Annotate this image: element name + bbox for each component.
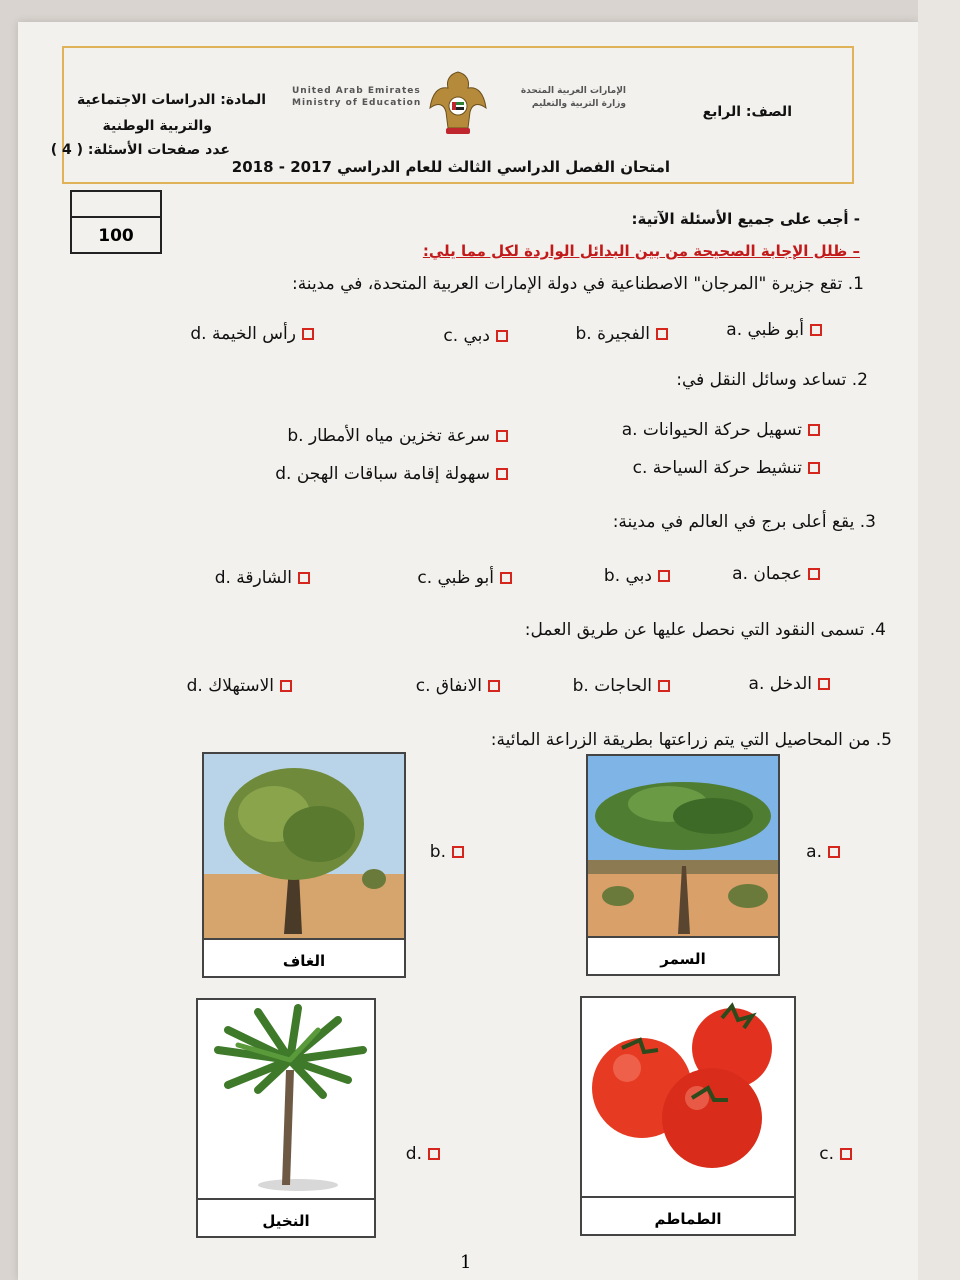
q5-option-d[interactable]: d.	[406, 1144, 440, 1164]
checkbox-icon[interactable]	[496, 430, 508, 442]
subject-line2: والتربية الوطنية	[102, 118, 212, 134]
caption-tomatoes: الطماطم	[654, 1210, 722, 1228]
checkbox-icon[interactable]	[658, 680, 670, 692]
q5-option-c[interactable]: c.	[819, 1144, 852, 1164]
caption-ghaf: الغاف	[282, 952, 326, 970]
q4-option-d[interactable]: d. الاستهلاك	[187, 676, 292, 696]
q4-option-a[interactable]: a. الدخل	[749, 674, 830, 694]
q5-image-a[interactable]	[586, 754, 780, 976]
q4-option-c[interactable]: c. الانفاق	[416, 676, 500, 696]
moe-arabic: وزارة التربية والتعليم	[531, 99, 626, 109]
checkbox-icon[interactable]	[808, 462, 820, 474]
samar-tree-icon	[588, 756, 778, 938]
checkbox-icon[interactable]	[428, 1148, 440, 1160]
question-4: 4. تسمى النقود التي نحصل عليها عن طريق العمل:	[524, 620, 886, 640]
palm-tree-icon	[198, 1000, 374, 1200]
q2-option-d[interactable]: d. سهولة إقامة سباقات الهجن	[275, 464, 508, 484]
question-5: 5. من المحاصيل التي يتم زراعتها بطريقة الزراعة المائية:	[490, 730, 892, 750]
checkbox-icon[interactable]	[810, 324, 822, 336]
question-3: 3. يقع أعلى برج في العالم في مدينة:	[612, 512, 876, 532]
q5-option-b[interactable]: b.	[430, 842, 464, 862]
question-1: 1. تقع جزيرة "المرجان" الاصطناعية في دولة الإمارات العربية المتحدة، في مدينة:	[291, 274, 864, 294]
checkbox-icon[interactable]	[298, 572, 310, 584]
exam-title: امتحان الفصل الدراسي الثالث للعام الدراسي 2017 - 2018	[231, 158, 670, 176]
checkbox-icon[interactable]	[808, 424, 820, 436]
checkbox-icon[interactable]	[808, 568, 820, 580]
q1-option-a[interactable]: a. أبو ظبي	[726, 320, 822, 340]
q1-option-c[interactable]: c. دبي	[443, 326, 508, 346]
q4-option-b[interactable]: b. الحاجات	[573, 676, 670, 696]
caption-palm: النخيل	[262, 1212, 310, 1230]
page-edge	[918, 0, 960, 1280]
q5-option-a[interactable]: a.	[806, 842, 840, 862]
q5-image-b[interactable]	[202, 752, 406, 978]
moe-english: Ministry of Education	[292, 98, 422, 108]
checkbox-icon[interactable]	[828, 846, 840, 858]
q3-option-c[interactable]: c. أبو ظبي	[417, 568, 512, 588]
ghaf-tree-icon	[204, 754, 404, 940]
checkbox-icon[interactable]	[496, 468, 508, 480]
checkbox-icon[interactable]	[302, 328, 314, 340]
q5-image-d[interactable]	[196, 998, 376, 1238]
checkbox-icon[interactable]	[452, 846, 464, 858]
q2-option-c[interactable]: c. تنشيط حركة السياحة	[633, 458, 820, 478]
q3-option-b[interactable]: b. دبي	[604, 566, 670, 586]
instruction-shade: – ظلل الإجابة الصحيحة من بين البدائل الواردة لكل مما يلي:	[422, 242, 860, 260]
caption-samar: السمر	[660, 950, 706, 968]
checkbox-icon[interactable]	[280, 680, 292, 692]
question-2: 2. تساعد وسائل النقل في:	[676, 370, 868, 390]
q2-option-b[interactable]: b. سرعة تخزين مياه الأمطار	[287, 426, 508, 446]
checkbox-icon[interactable]	[488, 680, 500, 692]
uae-emblem-icon	[428, 68, 488, 138]
grade-label: الصف: الرابع	[702, 104, 792, 120]
q5-image-c[interactable]	[580, 996, 796, 1236]
uae-arabic: الإمارات العربية المتحدة	[520, 86, 626, 96]
score-box	[70, 190, 162, 254]
checkbox-icon[interactable]	[500, 572, 512, 584]
checkbox-icon[interactable]	[496, 330, 508, 342]
total-score: 100	[98, 226, 134, 246]
page-number: 1	[460, 1252, 472, 1273]
instruction-answer-all: - أجب على جميع الأسئلة الآتية:	[631, 210, 860, 228]
q3-option-d[interactable]: d. الشارقة	[215, 568, 310, 588]
tomatoes-icon	[582, 998, 794, 1198]
q3-option-a[interactable]: a. عجمان	[732, 564, 820, 584]
checkbox-icon[interactable]	[656, 328, 668, 340]
q2-option-a[interactable]: a. تسهيل حركة الحيوانات	[622, 420, 820, 440]
pages-count: عدد صفحات الأسئلة: ( 4 )	[50, 142, 230, 158]
checkbox-icon[interactable]	[840, 1148, 852, 1160]
q1-option-d[interactable]: d. رأس الخيمة	[190, 324, 314, 344]
subject-label: المادة: الدراسات الاجتماعية	[76, 92, 266, 108]
q1-option-b[interactable]: b. الفجيرة	[575, 324, 668, 344]
uae-english: United Arab Emirates	[292, 86, 421, 96]
checkbox-icon[interactable]	[818, 678, 830, 690]
checkbox-icon[interactable]	[658, 570, 670, 582]
